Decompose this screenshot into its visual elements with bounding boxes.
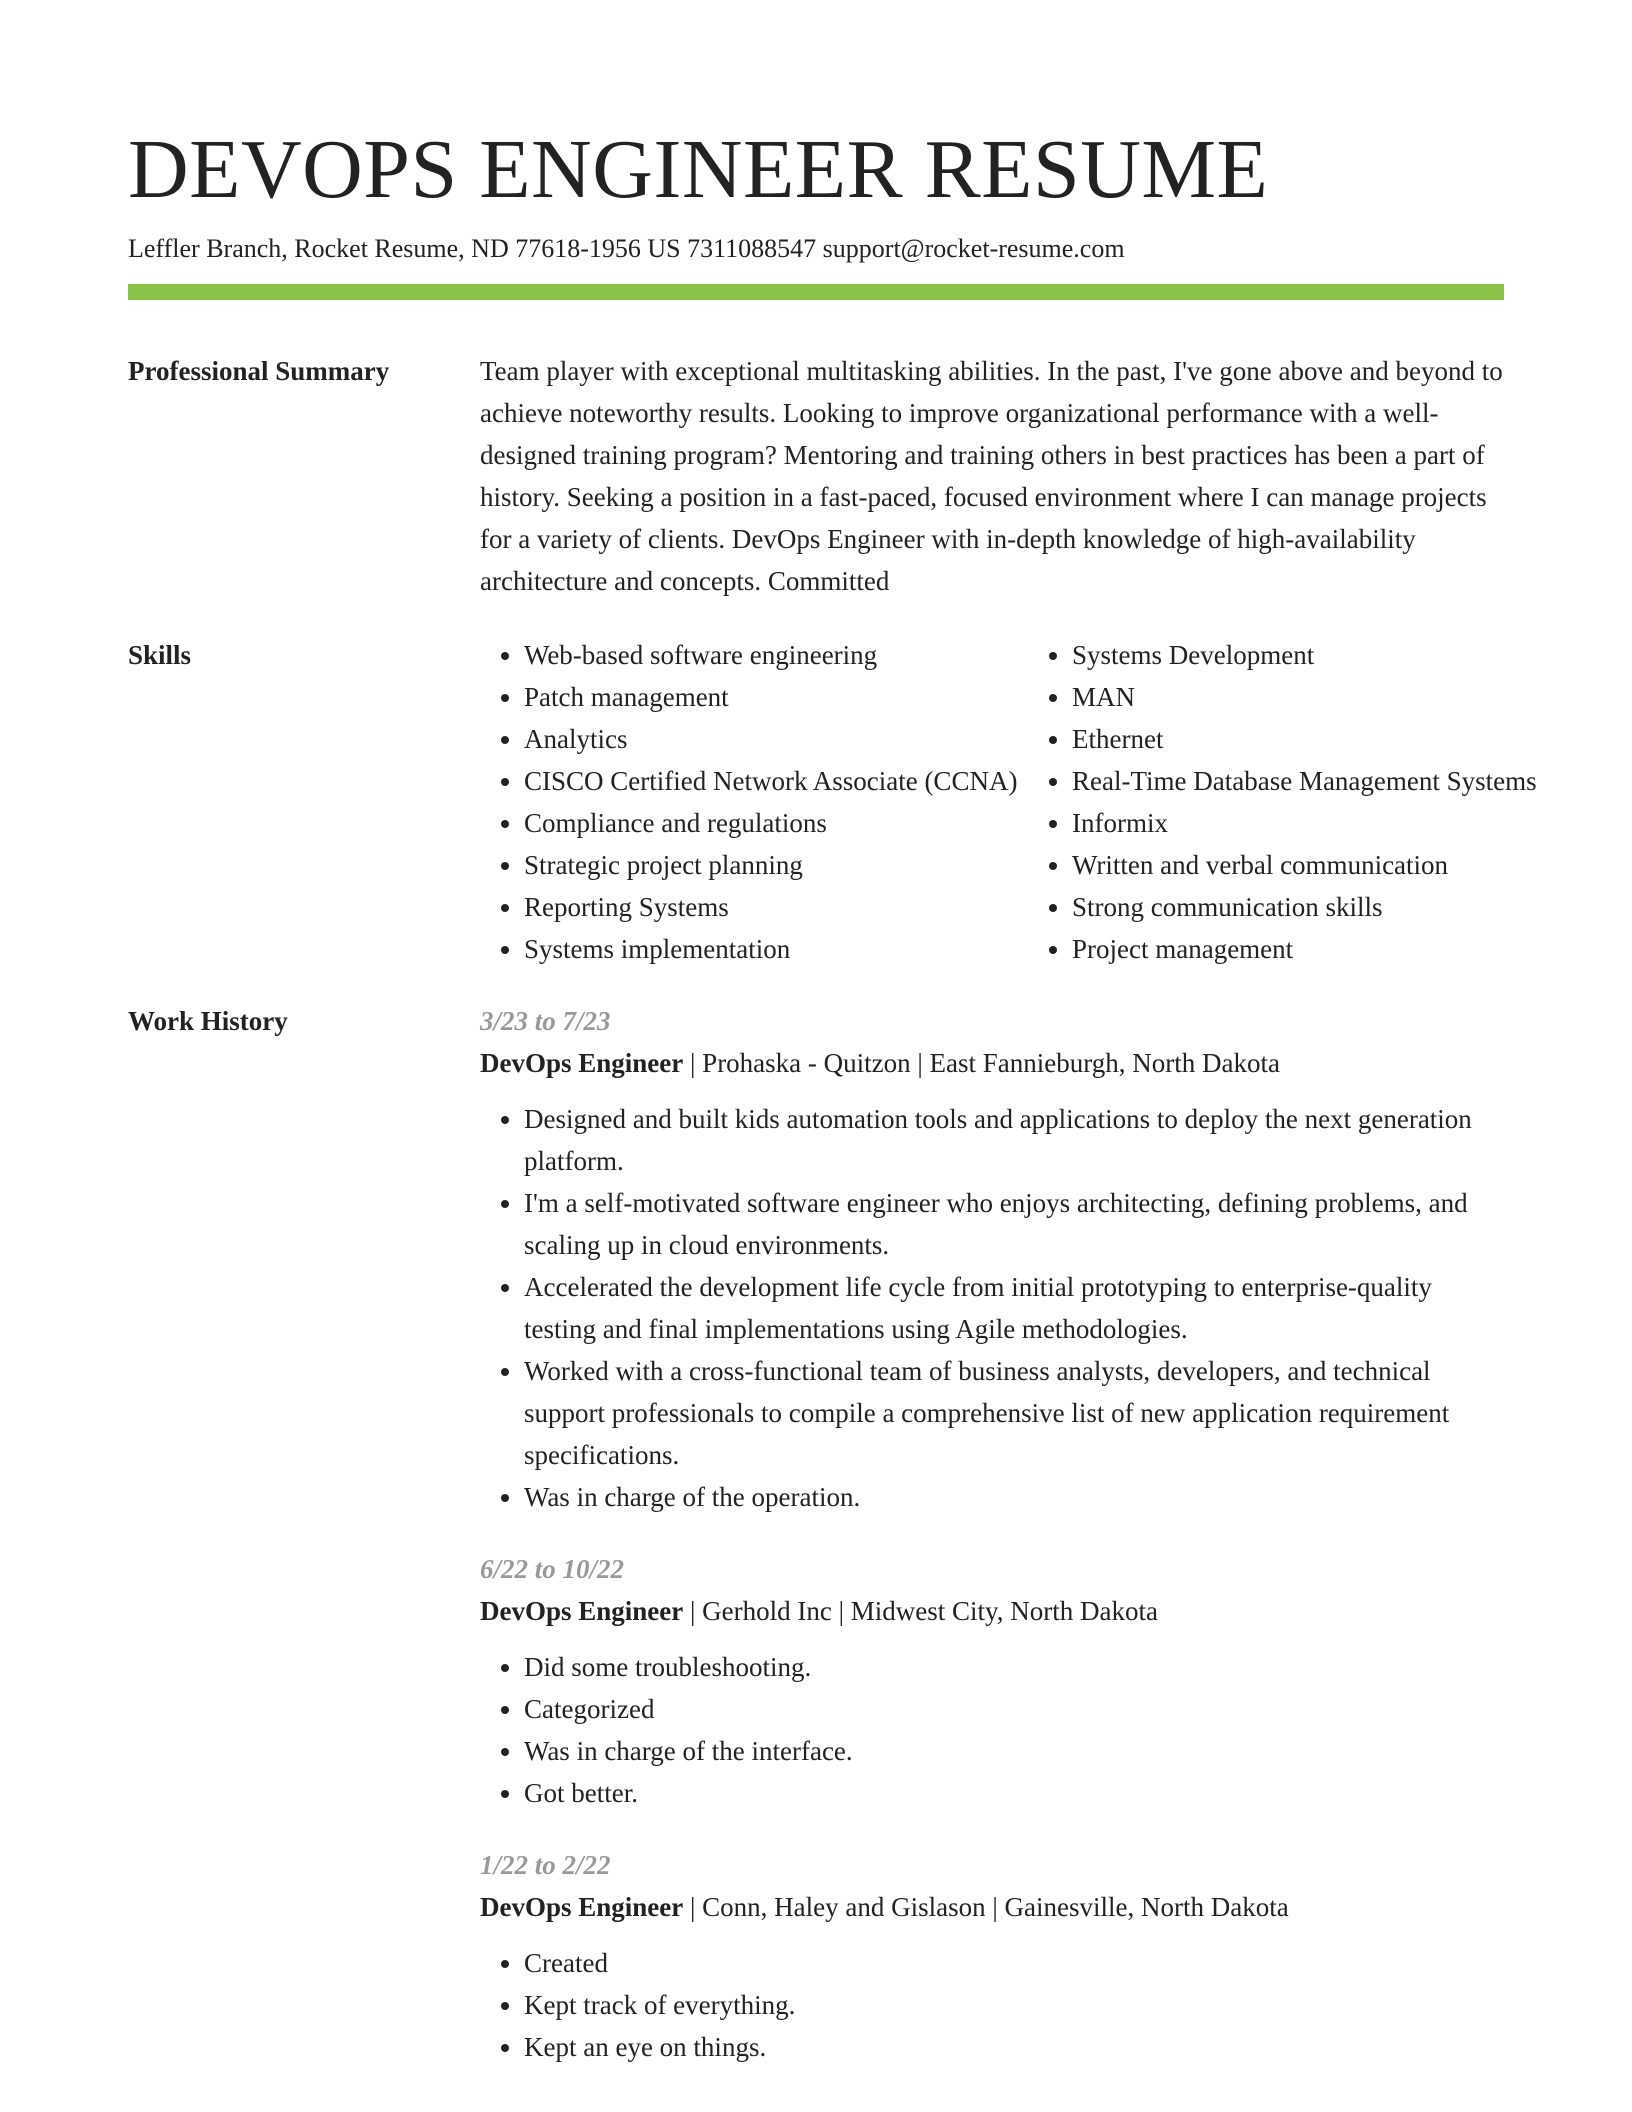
job-heading — [480, 1590, 1504, 1632]
job-entry — [480, 1548, 1504, 1814]
job-company: Conn, Haley and Gislason — [702, 1892, 986, 1922]
job-location: East Fannieburgh, North Dakota — [929, 1048, 1280, 1078]
skills-list-right — [1028, 634, 1576, 970]
skill-item: • Systems implementation — [524, 928, 1028, 970]
job-bullet: • Was in charge of the operation. — [524, 1476, 1504, 1518]
job-company: Prohaska - Quitzon — [702, 1048, 911, 1078]
job-separator: | — [683, 1048, 703, 1078]
summary-text: Team player with exceptional multitasking abilities. In the past, I've gone above and beyond to achieve noteworthy results. Looking to improve organizational performance with a well-designed training program? Mentoring and training others in best practices has been a part of history. Seeking a position in a fast-paced, focused environment where I can manage projects for a variety of clients. DevOps Engineer with in-depth knowledge of high-availability architecture and concepts. Committed — [480, 356, 1503, 596]
job-separator: | — [985, 1892, 1005, 1922]
skill-item: • Written and verbal communication — [1072, 844, 1576, 886]
work-history-entries — [480, 1000, 1504, 2068]
job-bullet-list — [480, 1646, 1504, 1814]
skill-item: • Informix — [1072, 802, 1576, 844]
job-bullet: • Got better. — [524, 1772, 1504, 1814]
job-bullet: • Kept track of everything. — [524, 1984, 1504, 2026]
job-separator: | — [683, 1596, 703, 1626]
job-bullet: • I'm a self-motivated software engineer who enjoys architecting, defining problems, and scaling up in cloud environments. — [524, 1182, 1504, 1266]
job-location: Midwest City, North Dakota — [850, 1596, 1158, 1626]
job-bullet-list — [480, 1942, 1504, 2068]
job-title: DevOps Engineer — [480, 1596, 684, 1626]
skill-item: • Systems Development — [1072, 634, 1576, 676]
skill-item: • Strategic project planning — [524, 844, 1028, 886]
resume-page — [128, 0, 1537, 2068]
skill-item: • Real-Time Database Management Systems — [1072, 760, 1576, 802]
job-heading — [480, 1886, 1504, 1928]
job-title: DevOps Engineer — [480, 1892, 684, 1922]
job-bullet: • Kept an eye on things. — [524, 2026, 1504, 2068]
skill-item: • Reporting Systems — [524, 886, 1028, 928]
skill-item: • Strong communication skills — [1072, 886, 1576, 928]
job-heading — [480, 1042, 1504, 1084]
section-label-work-history: Work History — [128, 1006, 288, 1036]
job-entry — [480, 1844, 1504, 2068]
skill-item: • Web-based software engineering — [524, 634, 1028, 676]
job-dates: 1/22 to 2/22 — [480, 1850, 611, 1880]
job-bullet: • Worked with a cross-functional team of business analysts, developers, and technical support professionals to compile a comprehensive list of new application requirement specifications. — [524, 1350, 1504, 1476]
job-dates: 3/23 to 7/23 — [480, 1006, 611, 1036]
job-bullet: • Was in charge of the interface. — [524, 1730, 1504, 1772]
job-bullet: • Categorized — [524, 1688, 1504, 1730]
skill-item: • CISCO Certified Network Associate (CCNA) — [524, 760, 1028, 802]
job-company: Gerhold Inc — [702, 1596, 832, 1626]
skill-item: • Analytics — [524, 718, 1028, 760]
section-label-summary: Professional Summary — [128, 356, 390, 386]
job-bullet: • Accelerated the development life cycle from initial prototyping to enterprise-quality testing and final implementations using Agile methodologies. — [524, 1266, 1504, 1350]
contact-line: Leffler Branch, Rocket Resume, ND 77618-1956 US 7311088547 support@rocket-resume.com — [128, 234, 1125, 263]
job-separator: | — [831, 1596, 851, 1626]
job-bullet-list — [480, 1098, 1504, 1518]
skills-list-left — [480, 634, 1028, 970]
job-separator: | — [910, 1048, 930, 1078]
job-separator: | — [683, 1892, 703, 1922]
section-label-skills: Skills — [128, 640, 192, 670]
job-bullet: • Created — [524, 1942, 1504, 1984]
skill-item: • Ethernet — [1072, 718, 1576, 760]
skills-section — [128, 634, 1537, 970]
job-bullet: • Did some troubleshooting. — [524, 1646, 1504, 1688]
skill-item: • MAN — [1072, 676, 1576, 718]
job-title: DevOps Engineer — [480, 1048, 684, 1078]
header-accent-rule — [128, 284, 1504, 300]
job-location: Gainesville, North Dakota — [1004, 1892, 1289, 1922]
skill-item: • Project management — [1072, 928, 1576, 970]
professional-summary-section — [128, 350, 1504, 602]
skill-item: • Compliance and regulations — [524, 802, 1028, 844]
work-history-section — [128, 1000, 1504, 2068]
resume-title: DEVOPS ENGINEER RESUME — [128, 123, 1269, 216]
job-bullet: • Designed and built kids automation tools and applications to deploy the next generation platform. — [524, 1098, 1504, 1182]
job-entry — [480, 1000, 1504, 1518]
job-dates: 6/22 to 10/22 — [480, 1554, 625, 1584]
skills-columns — [480, 634, 1576, 970]
skill-item: • Patch management — [524, 676, 1028, 718]
